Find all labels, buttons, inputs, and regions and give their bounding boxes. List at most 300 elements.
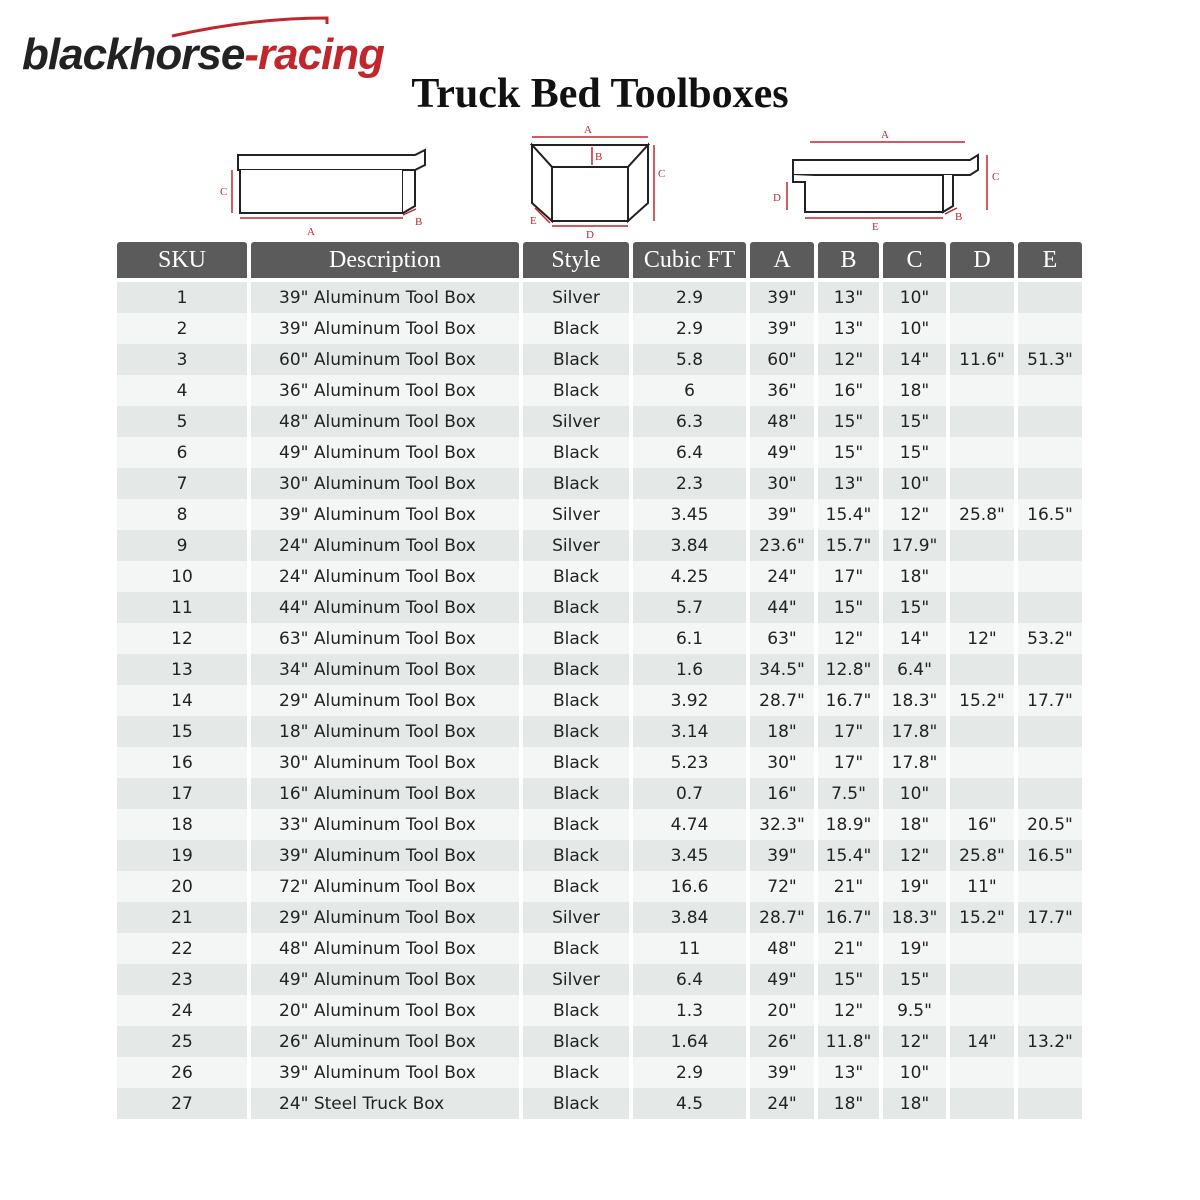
cell-dim-d — [950, 406, 1014, 437]
cell-sku: 4 — [117, 375, 247, 406]
cell-sku: 3 — [117, 344, 247, 375]
table-row — [117, 375, 1082, 406]
cell-dim-a: 48" — [750, 933, 814, 964]
cell-sku: 19 — [117, 840, 247, 871]
cell-dim-c: 19" — [883, 933, 946, 964]
table-row — [117, 592, 1082, 623]
cell-dim-e — [1018, 437, 1082, 468]
cell-style: Black — [523, 561, 629, 592]
table-row — [117, 344, 1082, 375]
cell-cubic-ft: 2.9 — [633, 313, 746, 344]
cell-dim-b: 15" — [818, 964, 879, 995]
cell-cubic-ft: 2.3 — [633, 468, 746, 499]
cell-dim-c: 12" — [883, 840, 946, 871]
cell-description: 30" Aluminum Tool Box — [251, 747, 519, 778]
cell-dim-d — [950, 592, 1014, 623]
cell-dim-d: 15.2" — [950, 902, 1014, 933]
cell-style: Black — [523, 437, 629, 468]
column-header-a: A — [750, 242, 814, 278]
cell-style: Black — [523, 313, 629, 344]
table-row — [117, 1057, 1082, 1088]
column-header-cubic-ft: Cubic FT — [633, 242, 746, 278]
cell-dim-c: 15" — [883, 437, 946, 468]
cell-dim-d — [950, 1057, 1014, 1088]
cell-dim-d — [950, 654, 1014, 685]
cell-dim-e: 20.5" — [1018, 809, 1082, 840]
cell-description: 39" Aluminum Tool Box — [251, 313, 519, 344]
cell-dim-a: 60" — [750, 344, 814, 375]
cell-sku: 13 — [117, 654, 247, 685]
cell-dim-a: 28.7" — [750, 685, 814, 716]
cell-cubic-ft: 2.9 — [633, 282, 746, 313]
cell-dim-b: 12.8" — [818, 654, 879, 685]
cell-dim-b: 13" — [818, 313, 879, 344]
cell-style: Black — [523, 685, 629, 716]
cell-dim-d: 14" — [950, 1026, 1014, 1057]
cell-style: Silver — [523, 902, 629, 933]
cell-dim-e — [1018, 313, 1082, 344]
cell-style: Silver — [523, 499, 629, 530]
diagram-box-3-svg — [765, 120, 1005, 240]
table-row — [117, 778, 1082, 809]
cell-cubic-ft: 6.4 — [633, 964, 746, 995]
cell-style: Black — [523, 344, 629, 375]
diagram-3-label-c: C — [992, 171, 1000, 183]
table-row — [117, 685, 1082, 716]
cell-dim-c: 18" — [883, 809, 946, 840]
cell-dim-c: 17.8" — [883, 716, 946, 747]
cell-sku: 15 — [117, 716, 247, 747]
cell-dim-c: 10" — [883, 313, 946, 344]
cell-dim-d — [950, 964, 1014, 995]
cell-style: Black — [523, 747, 629, 778]
cell-dim-c: 18" — [883, 1088, 946, 1119]
table-row — [117, 871, 1082, 902]
diagram-box-1-svg — [210, 120, 440, 240]
cell-description: 60" Aluminum Tool Box — [251, 344, 519, 375]
cell-dim-c: 12" — [883, 1026, 946, 1057]
cell-dim-b: 18" — [818, 1088, 879, 1119]
cell-dim-c: 10" — [883, 282, 946, 313]
cell-dim-e — [1018, 561, 1082, 592]
cell-dim-d: 25.8" — [950, 499, 1014, 530]
cell-style: Black — [523, 871, 629, 902]
cell-dim-a: 26" — [750, 1026, 814, 1057]
cell-description: 63" Aluminum Tool Box — [251, 623, 519, 654]
cell-dim-c: 14" — [883, 344, 946, 375]
cell-style: Black — [523, 654, 629, 685]
cell-dim-b: 15.7" — [818, 530, 879, 561]
cell-cubic-ft: 5.8 — [633, 344, 746, 375]
cell-cubic-ft: 5.7 — [633, 592, 746, 623]
cell-dim-a: 28.7" — [750, 902, 814, 933]
cell-dim-b: 16.7" — [818, 902, 879, 933]
cell-description: 29" Aluminum Tool Box — [251, 685, 519, 716]
cell-dim-b: 12" — [818, 623, 879, 654]
table-row — [117, 437, 1082, 468]
cell-dim-e — [1018, 995, 1082, 1026]
diagram-1-label-a: A — [307, 226, 315, 238]
cell-cubic-ft: 3.92 — [633, 685, 746, 716]
cell-dim-a: 39" — [750, 840, 814, 871]
table-row — [117, 809, 1082, 840]
cell-cubic-ft: 1.64 — [633, 1026, 746, 1057]
table-row — [117, 1026, 1082, 1057]
cell-dim-b: 15" — [818, 437, 879, 468]
cell-style: Black — [523, 716, 629, 747]
cell-dim-b: 11.8" — [818, 1026, 879, 1057]
cell-sku: 25 — [117, 1026, 247, 1057]
cell-description: 18" Aluminum Tool Box — [251, 716, 519, 747]
cell-style: Black — [523, 995, 629, 1026]
cell-style: Silver — [523, 282, 629, 313]
brand-name-part1: blackhorse — [22, 30, 245, 79]
cell-dim-b: 15.4" — [818, 840, 879, 871]
diagram-2-label-a: A — [584, 124, 592, 136]
cell-dim-c: 10" — [883, 1057, 946, 1088]
cell-style: Black — [523, 592, 629, 623]
cell-dim-c: 19" — [883, 871, 946, 902]
cell-dim-d: 11" — [950, 871, 1014, 902]
cell-style: Black — [523, 1057, 629, 1088]
cell-dim-a: 20" — [750, 995, 814, 1026]
cell-dim-c: 10" — [883, 778, 946, 809]
cell-cubic-ft: 3.45 — [633, 840, 746, 871]
cell-dim-c: 10" — [883, 468, 946, 499]
cell-description: 33" Aluminum Tool Box — [251, 809, 519, 840]
cell-cubic-ft: 3.84 — [633, 530, 746, 561]
table-row — [117, 747, 1082, 778]
cell-dim-e: 17.7" — [1018, 902, 1082, 933]
cell-dim-e — [1018, 933, 1082, 964]
cell-dim-a: 49" — [750, 964, 814, 995]
cell-sku: 8 — [117, 499, 247, 530]
cell-dim-d — [950, 1088, 1014, 1119]
cell-dim-c: 17.8" — [883, 747, 946, 778]
cell-dim-d — [950, 313, 1014, 344]
cell-dim-a: 36" — [750, 375, 814, 406]
cell-cubic-ft: 6.3 — [633, 406, 746, 437]
cell-dim-a: 44" — [750, 592, 814, 623]
cell-dim-e: 16.5" — [1018, 840, 1082, 871]
cell-dim-c: 14" — [883, 623, 946, 654]
toolbox-spec-table — [113, 242, 1086, 1119]
cell-dim-d — [950, 437, 1014, 468]
cell-dim-d — [950, 530, 1014, 561]
diagram-2-label-e: E — [530, 215, 537, 227]
cell-dim-a: 30" — [750, 747, 814, 778]
diagram-box-2 — [520, 120, 680, 245]
cell-dim-c: 18" — [883, 375, 946, 406]
cell-dim-d — [950, 933, 1014, 964]
table-row — [117, 530, 1082, 561]
cell-sku: 27 — [117, 1088, 247, 1119]
table-row — [117, 561, 1082, 592]
cell-cubic-ft: 3.45 — [633, 499, 746, 530]
cell-style: Black — [523, 840, 629, 871]
cell-dim-b: 12" — [818, 344, 879, 375]
cell-dim-e: 51.3" — [1018, 344, 1082, 375]
diagram-1-label-b: B — [415, 216, 423, 228]
cell-dim-e — [1018, 1088, 1082, 1119]
table-row — [117, 468, 1082, 499]
cell-dim-e: 53.2" — [1018, 623, 1082, 654]
cell-sku: 5 — [117, 406, 247, 437]
cell-dim-b: 17" — [818, 747, 879, 778]
cell-cubic-ft: 6 — [633, 375, 746, 406]
cell-sku: 21 — [117, 902, 247, 933]
cell-dim-b: 15" — [818, 406, 879, 437]
cell-dim-a: 63" — [750, 623, 814, 654]
diagram-2-label-c: C — [658, 168, 666, 180]
cell-description: 24" Aluminum Tool Box — [251, 561, 519, 592]
diagram-2-label-b: B — [595, 151, 603, 163]
brand-name-part2: -racing — [244, 30, 385, 79]
cell-dim-d — [950, 561, 1014, 592]
table-header-row — [117, 242, 1082, 278]
cell-description: 39" Aluminum Tool Box — [251, 499, 519, 530]
table-row — [117, 654, 1082, 685]
cell-dim-e — [1018, 871, 1082, 902]
cell-description: 20" Aluminum Tool Box — [251, 995, 519, 1026]
cell-description: 36" Aluminum Tool Box — [251, 375, 519, 406]
cell-dim-d — [950, 375, 1014, 406]
cell-sku: 1 — [117, 282, 247, 313]
cell-dim-c: 18" — [883, 561, 946, 592]
diagram-3-label-e: E — [872, 221, 879, 233]
cell-dim-b: 18.9" — [818, 809, 879, 840]
cell-cubic-ft: 1.3 — [633, 995, 746, 1026]
cell-dim-c: 15" — [883, 406, 946, 437]
table-row — [117, 1088, 1082, 1119]
cell-dim-a: 48" — [750, 406, 814, 437]
cell-dim-d: 16" — [950, 809, 1014, 840]
cell-dim-a: 24" — [750, 1088, 814, 1119]
diagram-box-1 — [210, 120, 440, 240]
cell-cubic-ft: 4.74 — [633, 809, 746, 840]
cell-dim-e: 13.2" — [1018, 1026, 1082, 1057]
cell-description: 72" Aluminum Tool Box — [251, 871, 519, 902]
cell-dim-a: 23.6" — [750, 530, 814, 561]
diagram-3-label-b: B — [955, 211, 963, 223]
cell-dim-a: 72" — [750, 871, 814, 902]
cell-dim-a: 39" — [750, 1057, 814, 1088]
table-row — [117, 406, 1082, 437]
cell-description: 16" Aluminum Tool Box — [251, 778, 519, 809]
cell-cubic-ft: 16.6 — [633, 871, 746, 902]
column-header-description: Description — [251, 242, 519, 278]
cell-style: Black — [523, 1026, 629, 1057]
cell-dim-a: 24" — [750, 561, 814, 592]
cell-dim-b: 16" — [818, 375, 879, 406]
cell-dim-e — [1018, 1057, 1082, 1088]
cell-sku: 11 — [117, 592, 247, 623]
cell-description: 49" Aluminum Tool Box — [251, 437, 519, 468]
cell-sku: 10 — [117, 561, 247, 592]
cell-sku: 14 — [117, 685, 247, 716]
cell-sku: 2 — [117, 313, 247, 344]
table-body — [117, 278, 1082, 1119]
cell-dim-b: 13" — [818, 282, 879, 313]
cell-dim-c: 15" — [883, 964, 946, 995]
page-title: Truck Bed Toolboxes — [411, 71, 789, 117]
cell-sku: 7 — [117, 468, 247, 499]
cell-dim-e — [1018, 964, 1082, 995]
cell-description: 24" Aluminum Tool Box — [251, 530, 519, 561]
cell-dim-c: 18.3" — [883, 685, 946, 716]
column-header-d: D — [950, 242, 1014, 278]
cell-dim-a: 30" — [750, 468, 814, 499]
cell-sku: 6 — [117, 437, 247, 468]
cell-sku: 12 — [117, 623, 247, 654]
table-row — [117, 902, 1082, 933]
cell-dim-e: 16.5" — [1018, 499, 1082, 530]
diagram-box-3 — [765, 120, 1005, 240]
table-row — [117, 933, 1082, 964]
column-header-c: C — [883, 242, 946, 278]
table-row — [117, 995, 1082, 1026]
cell-dim-b: 21" — [818, 871, 879, 902]
cell-style: Black — [523, 468, 629, 499]
cell-dim-b: 13" — [818, 468, 879, 499]
diagram-3-label-a: A — [881, 129, 889, 141]
cell-dim-e — [1018, 747, 1082, 778]
table-row — [117, 282, 1082, 313]
cell-style: Black — [523, 1088, 629, 1119]
cell-dim-d — [950, 716, 1014, 747]
cell-dim-b: 17" — [818, 561, 879, 592]
cell-dim-b: 16.7" — [818, 685, 879, 716]
cell-sku: 16 — [117, 747, 247, 778]
cell-dim-d — [950, 468, 1014, 499]
cell-description: 48" Aluminum Tool Box — [251, 406, 519, 437]
cell-dim-c: 9.5" — [883, 995, 946, 1026]
cell-cubic-ft: 3.84 — [633, 902, 746, 933]
cell-style: Black — [523, 623, 629, 654]
cell-style: Silver — [523, 406, 629, 437]
cell-dim-a: 16" — [750, 778, 814, 809]
cell-description: 39" Aluminum Tool Box — [251, 1057, 519, 1088]
cell-dim-a: 39" — [750, 282, 814, 313]
cell-style: Silver — [523, 964, 629, 995]
column-header-e: E — [1018, 242, 1082, 278]
cell-description: 39" Aluminum Tool Box — [251, 840, 519, 871]
cell-dim-b: 7.5" — [818, 778, 879, 809]
column-header-b: B — [818, 242, 879, 278]
cell-dim-a: 32.3" — [750, 809, 814, 840]
cell-cubic-ft: 4.5 — [633, 1088, 746, 1119]
cell-description: 48" Aluminum Tool Box — [251, 933, 519, 964]
cell-dim-e — [1018, 468, 1082, 499]
diagram-1-label-c: C — [220, 186, 228, 198]
column-header-sku: SKU — [117, 242, 247, 278]
cell-description: 49" Aluminum Tool Box — [251, 964, 519, 995]
cell-style: Black — [523, 375, 629, 406]
cell-dim-c: 6.4" — [883, 654, 946, 685]
diagram-2-label-d: D — [586, 229, 594, 241]
cell-sku: 24 — [117, 995, 247, 1026]
cell-dim-a: 39" — [750, 499, 814, 530]
cell-dim-b: 21" — [818, 933, 879, 964]
cell-dim-d: 11.6" — [950, 344, 1014, 375]
diagram-3-label-d: D — [773, 192, 781, 204]
column-header-style: Style — [523, 242, 629, 278]
cell-style: Black — [523, 778, 629, 809]
cell-dim-b: 15.4" — [818, 499, 879, 530]
table-row — [117, 964, 1082, 995]
cell-dim-e — [1018, 654, 1082, 685]
cell-dim-c: 18.3" — [883, 902, 946, 933]
cell-dim-d — [950, 995, 1014, 1026]
cell-dim-d — [950, 778, 1014, 809]
cell-dim-d: 12" — [950, 623, 1014, 654]
cell-dim-e — [1018, 778, 1082, 809]
cell-dim-e — [1018, 530, 1082, 561]
cell-sku: 26 — [117, 1057, 247, 1088]
cell-cubic-ft: 5.23 — [633, 747, 746, 778]
cell-dim-c: 12" — [883, 499, 946, 530]
cell-description: 44" Aluminum Tool Box — [251, 592, 519, 623]
cell-sku: 22 — [117, 933, 247, 964]
cell-cubic-ft: 0.7 — [633, 778, 746, 809]
cell-dim-e — [1018, 282, 1082, 313]
cell-dim-e — [1018, 592, 1082, 623]
cell-dim-a: 34.5" — [750, 654, 814, 685]
cell-sku: 20 — [117, 871, 247, 902]
table-row — [117, 313, 1082, 344]
cell-dim-c: 15" — [883, 592, 946, 623]
cell-dim-a: 39" — [750, 313, 814, 344]
cell-cubic-ft: 3.14 — [633, 716, 746, 747]
table-row — [117, 716, 1082, 747]
cell-dim-b: 12" — [818, 995, 879, 1026]
cell-cubic-ft: 6.1 — [633, 623, 746, 654]
cell-cubic-ft: 6.4 — [633, 437, 746, 468]
cell-dim-b: 15" — [818, 592, 879, 623]
table-row — [117, 840, 1082, 871]
cell-dim-d: 15.2" — [950, 685, 1014, 716]
diagram-box-2-svg — [520, 120, 680, 245]
cell-sku: 9 — [117, 530, 247, 561]
cell-cubic-ft: 11 — [633, 933, 746, 964]
cell-description: 30" Aluminum Tool Box — [251, 468, 519, 499]
cell-dim-e — [1018, 375, 1082, 406]
cell-dim-c: 17.9" — [883, 530, 946, 561]
cell-description: 39" Aluminum Tool Box — [251, 282, 519, 313]
table-row — [117, 623, 1082, 654]
cell-description: 29" Aluminum Tool Box — [251, 902, 519, 933]
brand-logo — [22, 14, 385, 79]
cell-dim-b: 17" — [818, 716, 879, 747]
cell-dim-d: 25.8" — [950, 840, 1014, 871]
cell-style: Black — [523, 809, 629, 840]
cell-style: Silver — [523, 530, 629, 561]
cell-dim-d — [950, 747, 1014, 778]
cell-dim-b: 13" — [818, 1057, 879, 1088]
cell-description: 26" Aluminum Tool Box — [251, 1026, 519, 1057]
cell-dim-e — [1018, 716, 1082, 747]
cell-dim-d — [950, 282, 1014, 313]
cell-dim-e: 17.7" — [1018, 685, 1082, 716]
cell-cubic-ft: 2.9 — [633, 1057, 746, 1088]
table-row — [117, 499, 1082, 530]
cell-sku: 17 — [117, 778, 247, 809]
cell-cubic-ft: 1.6 — [633, 654, 746, 685]
cell-cubic-ft: 4.25 — [633, 561, 746, 592]
cell-description: 24" Steel Truck Box — [251, 1088, 519, 1119]
cell-dim-e — [1018, 406, 1082, 437]
cell-description: 34" Aluminum Tool Box — [251, 654, 519, 685]
